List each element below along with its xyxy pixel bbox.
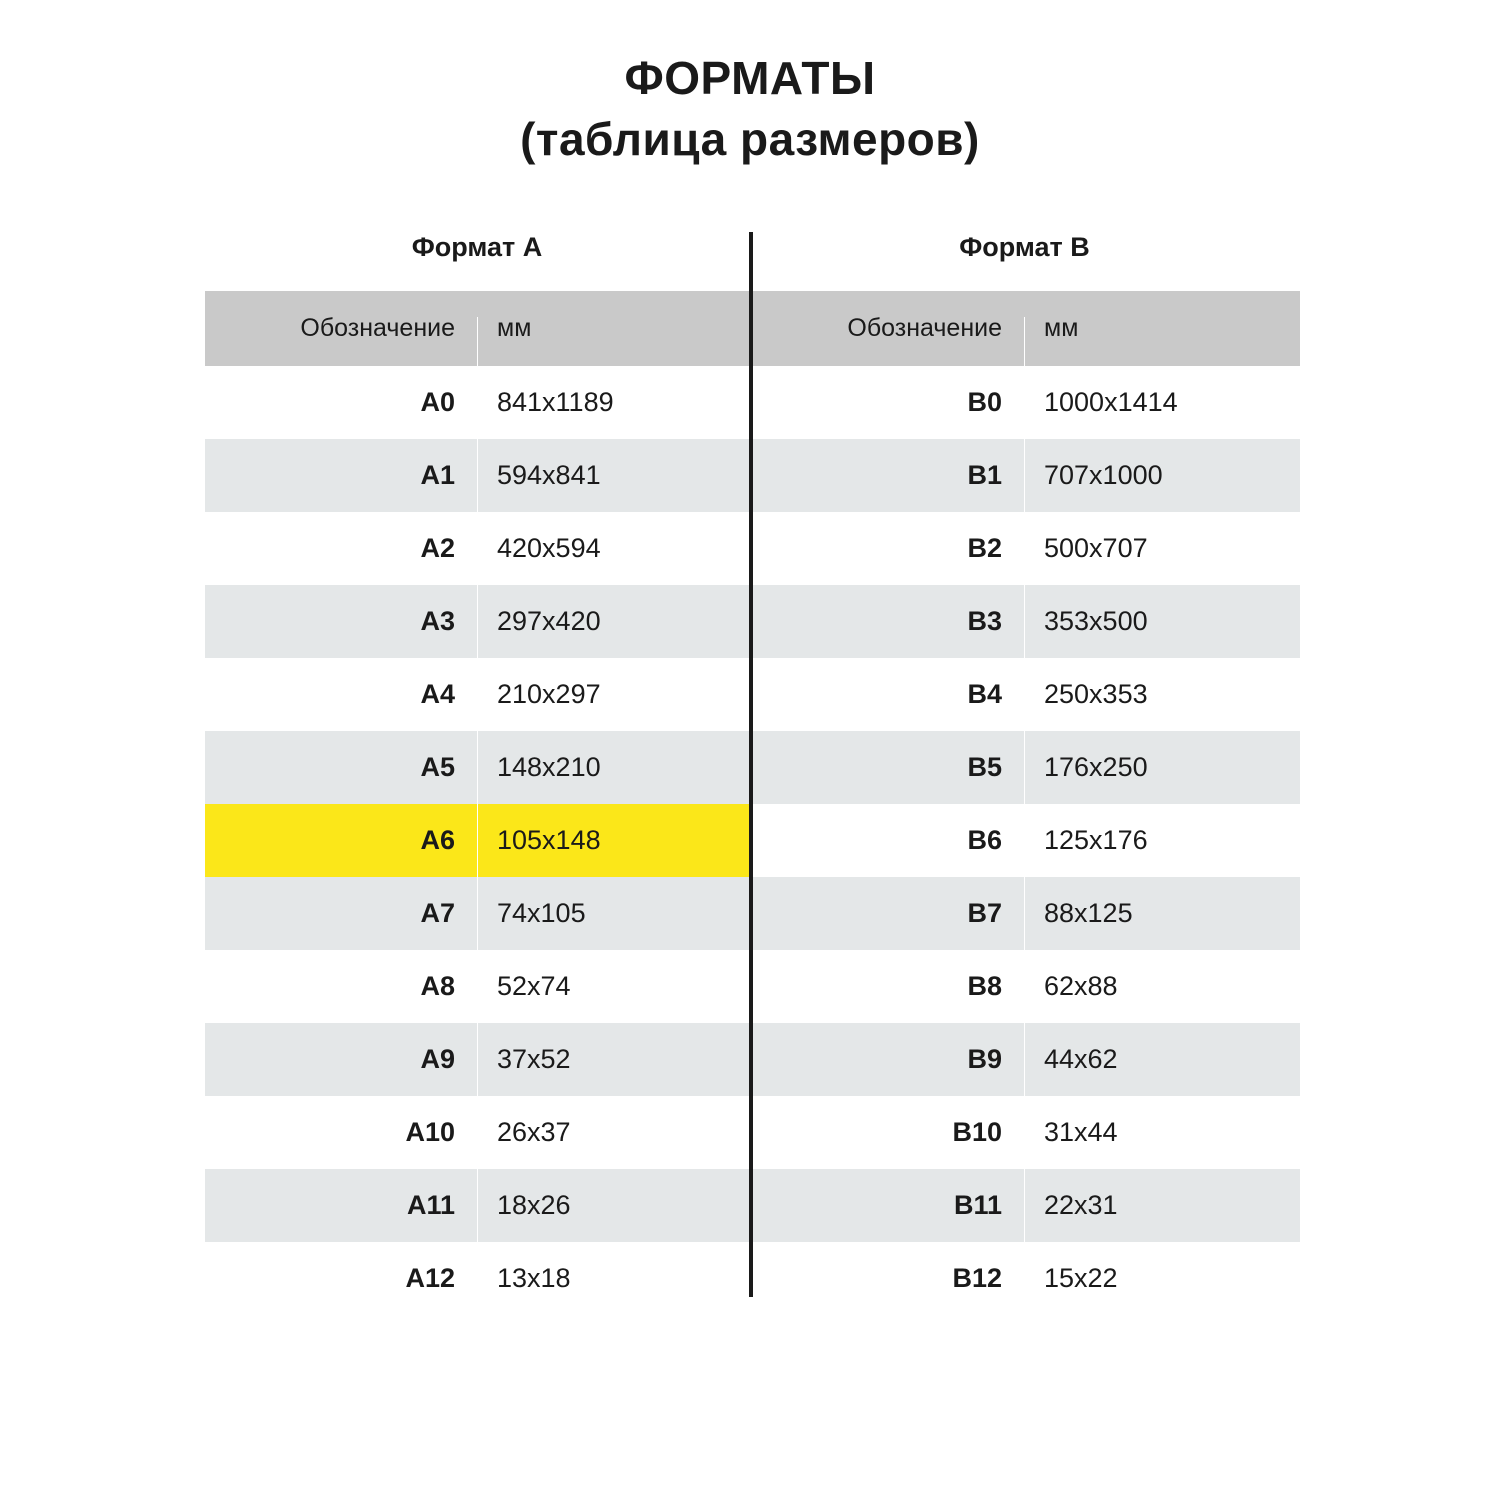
inner-divider-b: [1024, 317, 1025, 1297]
cell-mm-a: 105x148: [477, 804, 749, 877]
cell-mm-b: 250x353: [1024, 658, 1300, 731]
cell-code-b: B5: [749, 731, 1024, 804]
cell-mm-a: 13x18: [477, 1242, 749, 1315]
cell-mm-a: 74x105: [477, 877, 749, 950]
cell-code-a: A11: [205, 1169, 477, 1242]
cell-mm-a: 210x297: [477, 658, 749, 731]
cell-mm-b: 707x1000: [1024, 439, 1300, 512]
cell-mm-b: 44x62: [1024, 1023, 1300, 1096]
cell-mm-a: 26x37: [477, 1096, 749, 1169]
group-label-a: Формат A: [205, 232, 749, 291]
cell-code-a: A4: [205, 658, 477, 731]
cell-code-a: A12: [205, 1242, 477, 1315]
cell-mm-b: 1000x1414: [1024, 366, 1300, 439]
cell-code-a: A1: [205, 439, 477, 512]
cell-code-b: B7: [749, 877, 1024, 950]
cell-mm-a: 18x26: [477, 1169, 749, 1242]
cell-code-b: B6: [749, 804, 1024, 877]
cell-mm-b: 31x44: [1024, 1096, 1300, 1169]
cell-mm-a: 420x594: [477, 512, 749, 585]
cell-code-a: A8: [205, 950, 477, 1023]
inner-divider-a: [477, 317, 478, 1297]
cell-mm-a: 841x1189: [477, 366, 749, 439]
cell-mm-a: 37x52: [477, 1023, 749, 1096]
page-title: [0, 0, 1500, 169]
cell-code-a: A9: [205, 1023, 477, 1096]
cell-code-b: B9: [749, 1023, 1024, 1096]
cell-mm-a: 52x74: [477, 950, 749, 1023]
column-header-code-b: Обозначение: [749, 291, 1024, 366]
column-group-divider: [749, 232, 753, 1297]
cell-code-a: A0: [205, 366, 477, 439]
cell-mm-a: 594x841: [477, 439, 749, 512]
cell-code-b: B3: [749, 585, 1024, 658]
cell-code-b: B8: [749, 950, 1024, 1023]
cell-mm-b: 88x125: [1024, 877, 1300, 950]
cell-code-a: A3: [205, 585, 477, 658]
title-line-2: (таблица размеров): [520, 112, 980, 165]
cell-code-b: B11: [749, 1169, 1024, 1242]
cell-code-b: B12: [749, 1242, 1024, 1315]
cell-mm-b: 353x500: [1024, 585, 1300, 658]
cell-mm-b: 62x88: [1024, 950, 1300, 1023]
cell-mm-b: 500x707: [1024, 512, 1300, 585]
cell-mm-b: 22x31: [1024, 1169, 1300, 1242]
cell-mm-a: 148x210: [477, 731, 749, 804]
column-header-mm-a: мм: [477, 291, 749, 366]
cell-code-b: B10: [749, 1096, 1024, 1169]
cell-code-a: A5: [205, 731, 477, 804]
cell-code-b: B4: [749, 658, 1024, 731]
cell-code-b: B0: [749, 366, 1024, 439]
group-label-b: Формат B: [749, 232, 1300, 291]
cell-code-a: A6: [205, 804, 477, 877]
cell-mm-b: 15x22: [1024, 1242, 1300, 1315]
column-header-code-a: Обозначение: [205, 291, 477, 366]
cell-code-a: A7: [205, 877, 477, 950]
cell-code-b: B2: [749, 512, 1024, 585]
column-header-mm-b: мм: [1024, 291, 1300, 366]
cell-code-a: A2: [205, 512, 477, 585]
cell-code-a: A10: [205, 1096, 477, 1169]
title-line-1: ФОРМАТЫ: [624, 52, 876, 104]
cell-mm-a: 297x420: [477, 585, 749, 658]
cell-mm-b: 176x250: [1024, 731, 1300, 804]
cell-code-b: B1: [749, 439, 1024, 512]
cell-mm-b: 125x176: [1024, 804, 1300, 877]
